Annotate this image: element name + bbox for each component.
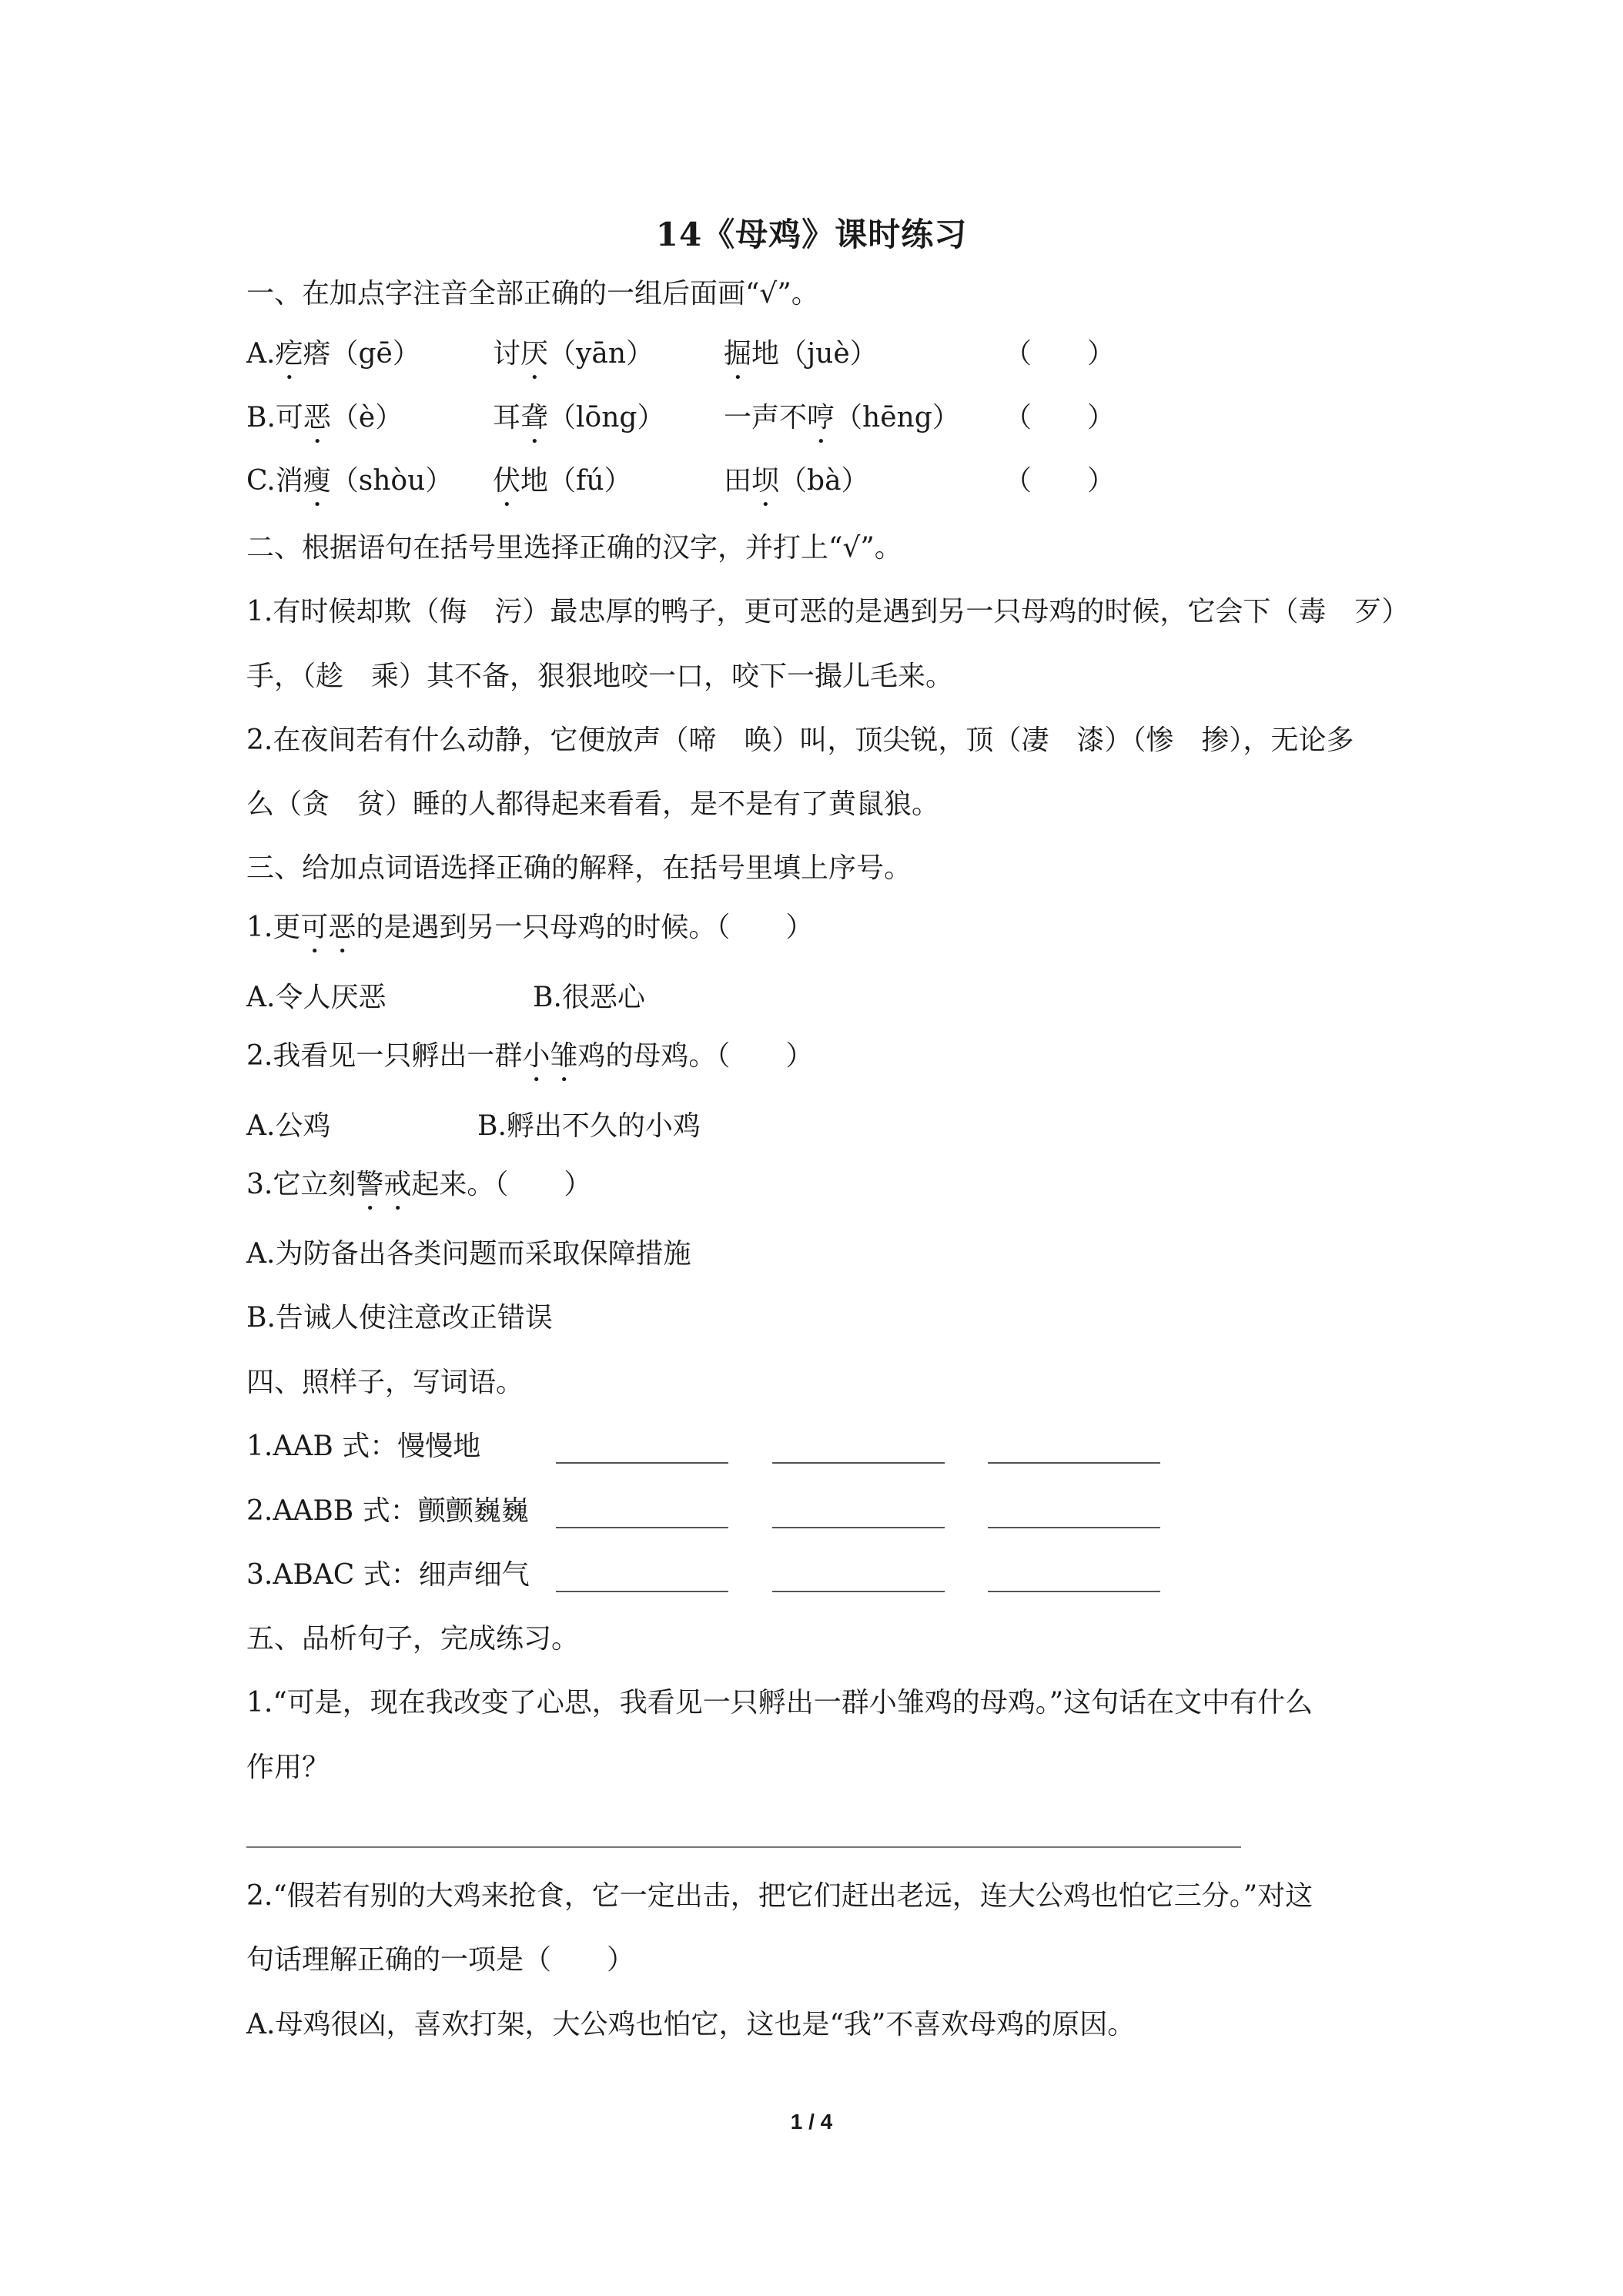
s1-row-b-col3: 一声不哼（hēng） [724,402,960,433]
s5-q2-line1: 2.“假若有别的大鸡来抢食，它一定出击，把它们赶出老远，连大公鸡也怕它三分。”对这 [246,1880,1313,1912]
s4-item-3-blank-2[interactable] [772,1591,945,1592]
s1-row-a-col1: A.疙瘩（gē） [246,338,420,370]
page-title: 14《母鸡》课时练习 [655,216,968,253]
s4-item-3-blank-3[interactable] [988,1591,1160,1592]
s5-q1-answer-line[interactable] [246,1846,1241,1848]
s3-q2-option-b: B.孵出不久的小鸡 [477,1110,701,1142]
section-4-heading: 四、照样子，写词语。 [246,1367,524,1398]
s3-q1-option-b: B.很恶心 [533,982,645,1013]
s1-row-b-col2: 耳聋（lōng） [493,402,665,433]
s1-row-b-col1: B.可恶（è） [246,402,403,433]
s3-q3: 3.它立刻警戒起来。（ ） [246,1169,592,1200]
s1-row-a-answer-paren[interactable]: （ ） [1004,338,1116,370]
s4-item-2-blank-2[interactable] [772,1527,945,1528]
page-number: 1 / 4 [790,2110,833,2134]
s4-item-1-blank-3[interactable] [988,1462,1160,1464]
s1-row-c-answer-paren[interactable]: （ ） [1004,465,1116,497]
s4-item-1-blank-1[interactable] [556,1462,728,1464]
section-2-heading: 二、根据语句在括号里选择正确的汉字，并打上“√”。 [246,532,902,564]
s5-q1-line2: 作用？ [246,1752,330,1783]
s3-q1: 1.更可恶的是遇到另一只母鸡的时候。（ ） [246,912,814,943]
s3-q2: 2.我看见一只孵出一群小雏鸡的母鸡。（ ） [246,1040,814,1072]
s4-item-3-label: 3.ABAC 式：细声细气 [246,1559,530,1591]
s1-row-c-col2: 伏地（fú） [493,465,632,497]
s4-item-1-blank-2[interactable] [772,1462,945,1464]
s2-q2-line1: 2.在夜间若有什么动静，它便放声（啼 唤）叫，顶尖锐，顶（凄 漆）（惨 掺），无论多 [246,725,1354,756]
s4-item-2-blank-3[interactable] [988,1527,1160,1528]
s3-q3-option-a: A.为防备出各类问题而采取保障措施 [246,1238,691,1270]
s5-q1-line1: 1.“可是，现在我改变了心思，我看见一只孵出一群小雏鸡的母鸡。”这句话在文中有什么 [246,1687,1313,1719]
s4-item-3-blank-1[interactable] [556,1591,728,1592]
s1-row-c-col3: 田坝（bà） [724,465,869,497]
s4-item-1-label: 1.AAB 式：慢慢地 [246,1431,481,1462]
s3-q1-option-a: A.令人厌恶 [246,982,387,1013]
s3-q2-option-a: A.公鸡 [246,1110,331,1142]
s2-q1-line1: 1.有时候却欺（侮 污）最忠厚的鸭子，更可恶的是遇到另一只母鸡的时候，它会下（毒 歹） [246,596,1410,628]
s1-row-a-col3: 掘地（juè） [724,338,878,370]
s1-row-b-answer-paren[interactable]: （ ） [1004,402,1116,433]
s1-row-c-col1: C.消瘦（shòu） [246,465,453,497]
s2-q2-line2: 么（贪 贫）睡的人都得起来看看，是不是有了黄鼠狼。 [246,788,940,820]
s2-q1-line2: 手，（趁 乘）其不备，狠狠地咬一口，咬下一撮儿毛来。 [246,661,954,692]
s1-row-a-col2: 讨厌（yān） [493,338,654,370]
section-5-heading: 五、品析句子，完成练习。 [246,1623,580,1655]
s4-item-2-blank-1[interactable] [556,1527,728,1528]
s3-q3-option-b: B.告诫人使注意改正错误 [246,1302,553,1334]
section-1-heading: 一、在加点字注音全部正确的一组后面画“√”。 [246,278,819,310]
section-3-heading: 三、给加点词语选择正确的解释，在括号里填上序号。 [246,852,912,884]
s5-q2-line2: 句话理解正确的一项是（ ） [246,1944,635,1976]
s5-q2-option-a: A.母鸡很凶，喜欢打架，大公鸡也怕它，这也是“我”不喜欢母鸡的原因。 [246,2009,1136,2040]
s4-item-2-label: 2.AABB 式：颤颤巍巍 [246,1495,529,1527]
